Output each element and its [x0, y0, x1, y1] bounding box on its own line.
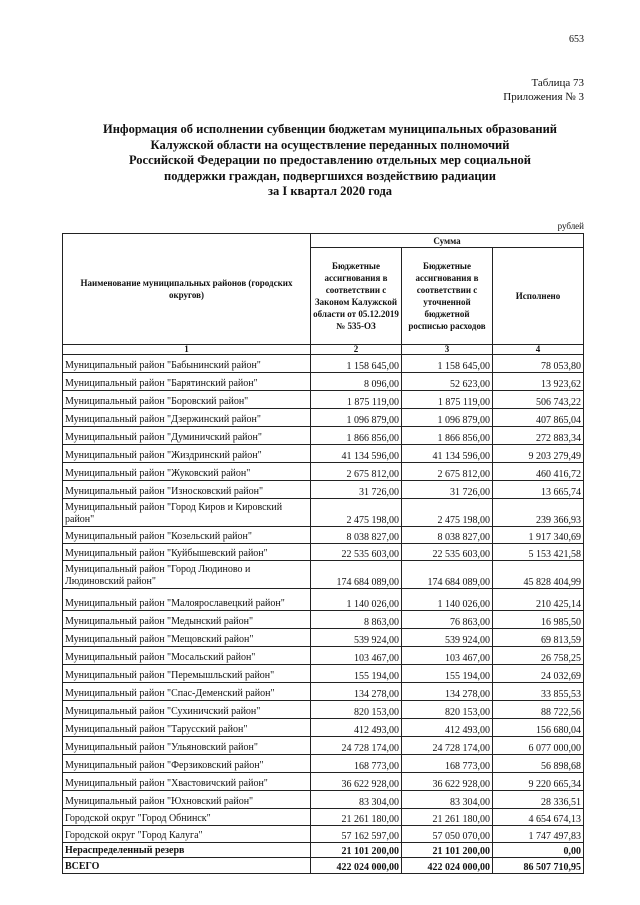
- row-refined-amount: 168 773,00: [402, 755, 493, 773]
- table-row: [63, 719, 584, 737]
- row-refined-amount: 422 024 000,00: [402, 858, 493, 874]
- row-refined-amount: 83 304,00: [402, 791, 493, 809]
- table-row: [63, 445, 584, 463]
- row-law-amount: 22 535 603,00: [311, 544, 402, 561]
- table-row: [63, 544, 584, 561]
- row-law-amount: 1 866 856,00: [311, 427, 402, 445]
- row-executed-amount: 78 053,80: [493, 355, 584, 373]
- row-refined-amount: 24 728 174,00: [402, 737, 493, 755]
- row-name: Муниципальный район "Мосальский район": [63, 647, 311, 665]
- row-law-amount: 8 096,00: [311, 373, 402, 391]
- table-row: [63, 683, 584, 701]
- row-name: Муниципальный район "Ульяновский район": [63, 737, 311, 755]
- row-law-amount: 57 162 597,00: [311, 826, 402, 843]
- table-row: [63, 373, 584, 391]
- row-law-amount: 8 863,00: [311, 611, 402, 629]
- row-refined-amount: 155 194,00: [402, 665, 493, 683]
- row-law-amount: 155 194,00: [311, 665, 402, 683]
- row-name: Муниципальный район "Куйбышевский район": [63, 544, 311, 561]
- col-number: 2: [311, 345, 402, 355]
- row-refined-amount: 820 153,00: [402, 701, 493, 719]
- row-refined-amount: 1 158 645,00: [402, 355, 493, 373]
- table-row: [63, 755, 584, 773]
- table-row: [63, 391, 584, 409]
- row-executed-amount: 9 220 665,34: [493, 773, 584, 791]
- col-number: 1: [63, 345, 311, 355]
- row-law-amount: 21 101 200,00: [311, 843, 402, 858]
- row-law-amount: 134 278,00: [311, 683, 402, 701]
- row-law-amount: 1 158 645,00: [311, 355, 402, 373]
- row-executed-amount: 272 883,34: [493, 427, 584, 445]
- table-row: [63, 561, 584, 589]
- row-refined-amount: 174 684 089,00: [402, 561, 493, 589]
- title-line: Российской Федерации по предоставлению отдельных мер социальной: [128, 153, 532, 168]
- col-number: 3: [402, 345, 493, 355]
- table-row: [63, 826, 584, 843]
- table-row: [63, 791, 584, 809]
- row-law-amount: 1 096 879,00: [311, 409, 402, 427]
- row-name: Муниципальный район "Спас-Деменский район": [63, 683, 311, 701]
- row-law-amount: 422 024 000,00: [311, 858, 402, 874]
- header-law: Бюджетные ассигнования в соответствии с Законом Калужской области от 05.12.2019 № 535-ОЗ: [311, 248, 402, 345]
- row-refined-amount: 2 475 198,00: [402, 499, 493, 527]
- row-executed-amount: 0,00: [493, 843, 584, 858]
- col-number: 4: [493, 345, 584, 355]
- row-executed-amount: 45 828 404,99: [493, 561, 584, 589]
- table-row: [63, 499, 584, 527]
- row-name: Муниципальный район "Город Людиново и Людиновский район": [63, 561, 311, 589]
- row-refined-amount: 1 140 026,00: [402, 589, 493, 611]
- row-executed-amount: 56 898,68: [493, 755, 584, 773]
- row-refined-amount: 1 875 119,00: [402, 391, 493, 409]
- row-law-amount: 36 622 928,00: [311, 773, 402, 791]
- row-law-amount: 412 493,00: [311, 719, 402, 737]
- table-row: [63, 427, 584, 445]
- table-reference: [503, 76, 584, 104]
- row-law-amount: 103 467,00: [311, 647, 402, 665]
- title-line: Информация об исполнении субвенции бюджетам муниципальных образований: [103, 122, 557, 136]
- row-law-amount: 8 038 827,00: [311, 527, 402, 544]
- row-executed-amount: 86 507 710,95: [493, 858, 584, 874]
- row-law-amount: 31 726,00: [311, 481, 402, 499]
- row-name: Муниципальный район "Износковский район": [63, 481, 311, 499]
- row-executed-amount: 460 416,72: [493, 463, 584, 481]
- row-refined-amount: 52 623,00: [402, 373, 493, 391]
- row-law-amount: 168 773,00: [311, 755, 402, 773]
- table-row: [63, 701, 584, 719]
- table-row: [63, 629, 584, 647]
- row-law-amount: 21 261 180,00: [311, 809, 402, 826]
- row-law-amount: 1 140 026,00: [311, 589, 402, 611]
- table-row: [63, 611, 584, 629]
- row-refined-amount: 103 467,00: [402, 647, 493, 665]
- row-refined-amount: 539 924,00: [402, 629, 493, 647]
- row-executed-amount: 69 813,59: [493, 629, 584, 647]
- row-refined-amount: 134 278,00: [402, 683, 493, 701]
- row-law-amount: 2 675 812,00: [311, 463, 402, 481]
- table-row: [63, 463, 584, 481]
- row-executed-amount: 407 865,04: [493, 409, 584, 427]
- row-name: Муниципальный район "Ферзиковский район": [63, 755, 311, 773]
- document-title: [60, 122, 600, 200]
- row-executed-amount: 506 743,22: [493, 391, 584, 409]
- row-refined-amount: 57 050 070,00: [402, 826, 493, 843]
- row-name: Муниципальный район "Боровский район": [63, 391, 311, 409]
- table-row: [63, 589, 584, 611]
- table-row: [63, 481, 584, 499]
- row-executed-amount: 24 032,69: [493, 665, 584, 683]
- row-name: Муниципальный район "Барятинский район": [63, 373, 311, 391]
- row-refined-amount: 1 866 856,00: [402, 427, 493, 445]
- table-body: [63, 355, 584, 874]
- row-executed-amount: 156 680,04: [493, 719, 584, 737]
- row-name: Муниципальный район "Сухиничский район": [63, 701, 311, 719]
- row-refined-amount: 22 535 603,00: [402, 544, 493, 561]
- row-executed-amount: 6 077 000,00: [493, 737, 584, 755]
- row-name: Муниципальный район "Медынский район": [63, 611, 311, 629]
- row-name: Муниципальный район "Думиничский район": [63, 427, 311, 445]
- table-row: [63, 809, 584, 826]
- row-law-amount: 539 924,00: [311, 629, 402, 647]
- row-name: Муниципальный район "Жиздринский район": [63, 445, 311, 463]
- row-refined-amount: 1 096 879,00: [402, 409, 493, 427]
- row-name: Муниципальный район "Хвастовичский район": [63, 773, 311, 791]
- units-label: рублей: [557, 221, 584, 231]
- row-name: Муниципальный район "Перемышльский район": [63, 665, 311, 683]
- row-law-amount: 2 475 198,00: [311, 499, 402, 527]
- row-law-amount: 820 153,00: [311, 701, 402, 719]
- row-refined-amount: 412 493,00: [402, 719, 493, 737]
- header-exec: Исполнено: [493, 248, 584, 345]
- row-executed-amount: 5 153 421,58: [493, 544, 584, 561]
- row-law-amount: 83 304,00: [311, 791, 402, 809]
- reserve-row: [63, 843, 584, 858]
- row-executed-amount: 13 923,62: [493, 373, 584, 391]
- row-executed-amount: 16 985,50: [493, 611, 584, 629]
- page-number: 653: [569, 34, 584, 45]
- row-refined-amount: 31 726,00: [402, 481, 493, 499]
- row-executed-amount: 33 855,53: [493, 683, 584, 701]
- row-name: Муниципальный район "Козельский район": [63, 527, 311, 544]
- table-row: [63, 737, 584, 755]
- row-name: Муниципальный район "Мещовский район": [63, 629, 311, 647]
- row-refined-amount: 41 134 596,00: [402, 445, 493, 463]
- title-line: Калужской области на осуществление переданных полномочий: [150, 137, 510, 152]
- row-executed-amount: 1 917 340,69: [493, 527, 584, 544]
- row-name: Муниципальный район "Бабынинский район": [63, 355, 311, 373]
- row-name: Нераспределенный резерв: [63, 843, 311, 858]
- total-row: [63, 858, 584, 874]
- row-executed-amount: 26 758,25: [493, 647, 584, 665]
- row-name: Городской округ "Город Калуга": [63, 826, 311, 843]
- row-executed-amount: 4 654 674,13: [493, 809, 584, 826]
- row-executed-amount: 28 336,51: [493, 791, 584, 809]
- table-label: Таблица 73: [531, 77, 584, 89]
- header-sum-group: Сумма: [311, 234, 584, 248]
- row-name: Муниципальный район "Дзержинский район": [63, 409, 311, 427]
- row-executed-amount: 1 747 497,83: [493, 826, 584, 843]
- row-name: Муниципальный район "Город Киров и Кировский район": [63, 499, 311, 527]
- table-row: [63, 647, 584, 665]
- row-refined-amount: 76 863,00: [402, 611, 493, 629]
- row-name: Муниципальный район "Малоярославецкий район": [63, 589, 311, 611]
- row-refined-amount: 36 622 928,00: [402, 773, 493, 791]
- table-row: [63, 665, 584, 683]
- row-refined-amount: 21 101 200,00: [402, 843, 493, 858]
- row-executed-amount: 239 366,93: [493, 499, 584, 527]
- row-law-amount: 1 875 119,00: [311, 391, 402, 409]
- appendix-label: Приложения № 3: [503, 91, 584, 103]
- row-name: Городской округ "Город Обнинск": [63, 809, 311, 826]
- row-name: Муниципальный район "Жуковский район": [63, 463, 311, 481]
- title-line: поддержки граждан, подвергшихся воздействию радиации: [164, 168, 496, 183]
- table-row: [63, 409, 584, 427]
- row-refined-amount: 2 675 812,00: [402, 463, 493, 481]
- row-executed-amount: 88 722,56: [493, 701, 584, 719]
- table-row: [63, 773, 584, 791]
- table-row: [63, 527, 584, 544]
- row-name: Муниципальный район "Тарусский район": [63, 719, 311, 737]
- row-name: ВСЕГО: [63, 858, 311, 874]
- header-name: Наименование муниципальных районов (городских округов): [63, 234, 311, 345]
- table-row: [63, 355, 584, 373]
- subvention-table: [62, 233, 584, 874]
- row-law-amount: 174 684 089,00: [311, 561, 402, 589]
- title-line: за I квартал 2020 года: [267, 184, 393, 199]
- row-law-amount: 24 728 174,00: [311, 737, 402, 755]
- row-law-amount: 41 134 596,00: [311, 445, 402, 463]
- row-executed-amount: 9 203 279,49: [493, 445, 584, 463]
- row-executed-amount: 210 425,14: [493, 589, 584, 611]
- row-executed-amount: 13 665,74: [493, 481, 584, 499]
- row-refined-amount: 8 038 827,00: [402, 527, 493, 544]
- header-refined: Бюджетные ассигнования в соответствии с уточненной бюджетной росписью расходов: [402, 248, 493, 345]
- row-name: Муниципальный район "Юхновский район": [63, 791, 311, 809]
- row-refined-amount: 21 261 180,00: [402, 809, 493, 826]
